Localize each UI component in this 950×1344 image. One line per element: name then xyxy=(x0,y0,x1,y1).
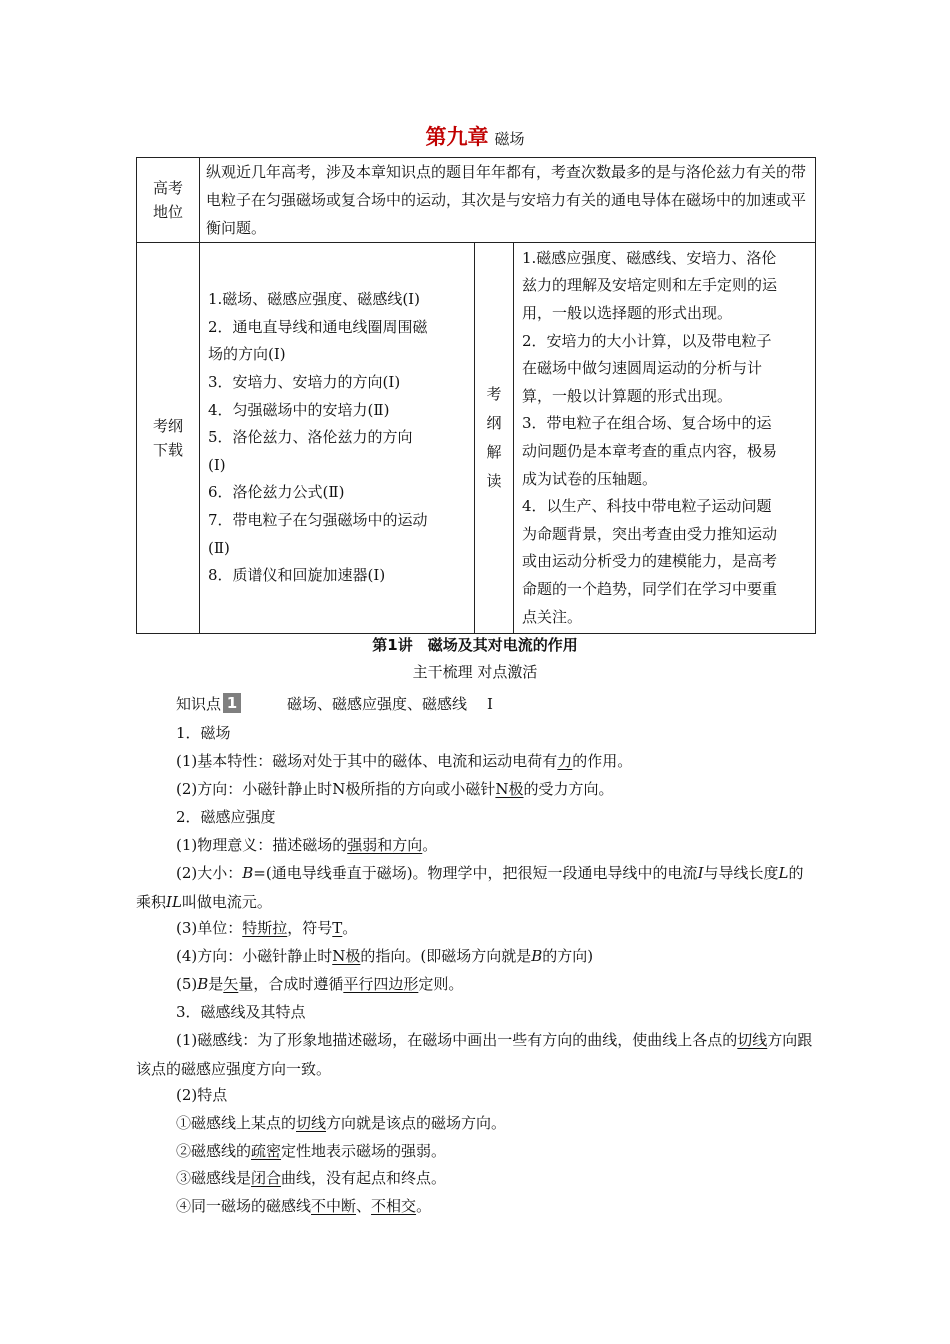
paragraph-physical-meaning: (1)物理意义：描述磁场的强弱和方向。 xyxy=(176,836,438,854)
answer-blank: 不中断 xyxy=(311,1197,357,1215)
characteristic-item: ③磁感线是闭合曲线，没有起点和终点。 xyxy=(176,1169,447,1187)
section-subtitle: 主干梳理 对点激活 xyxy=(412,663,538,681)
chapter-subtitle: 磁场 xyxy=(494,130,525,148)
lecture-title: 第1讲 磁场及其对电流的作用 xyxy=(372,636,578,654)
list-item: 5．洛伦兹力、洛伦兹力的方向 xyxy=(208,428,413,447)
lesson-body xyxy=(136,0,816,1344)
exam-status-text: 纵观近几年高考，涉及本章知识点的题目年年都有，考查次数最多的是与洛伦兹力有关的带电粒子在匀强磁场或复合场中的运动，其次是与安培力有关的通电导体在磁场中的加速或平衡问题。 xyxy=(200,158,816,243)
answer-blank: 切线 xyxy=(737,1031,768,1049)
list-item: 2．通电直导线和通电线圈周围磁 xyxy=(208,317,428,336)
answer-blank: N极 xyxy=(332,947,361,965)
characteristic-item: ①磁感线上某点的切线方向就是该点的磁场方向。 xyxy=(176,1114,507,1132)
answer-blank: 力 xyxy=(557,752,573,770)
answer-blank: 特斯拉 xyxy=(242,919,288,937)
characteristic-item: ②磁感线的疏密定性地表示磁场的强弱。 xyxy=(176,1142,447,1160)
heading-induction: 2．磁感应强度 xyxy=(176,808,276,826)
answer-blank: 矢 xyxy=(223,975,239,993)
list-item: 3．安培力、安培力的方向(Ⅰ) xyxy=(208,373,401,392)
answer-blank: 平行四边形 xyxy=(343,975,419,993)
knowledge-point-label: 知识点 xyxy=(176,695,222,713)
interpretation-header: 考 纲 解 读 xyxy=(475,243,514,634)
syllabus-header: 考纲 下载 xyxy=(137,243,200,634)
paragraph-vector: (5)B是矢量，合成时遵循平行四边形定则。 xyxy=(176,975,464,993)
answer-blank: 强弱和方向 xyxy=(347,836,423,854)
list-item: (Ⅰ) xyxy=(208,455,226,474)
interpretation-text: 1.磁感应强度、磁感线、安培力、洛伦 兹力的理解及安培定则和左手定则的运 用，一般以选择题的形式出现。 2．安培力的大小计算，以及带电粒子 在磁场中做匀速圆周运动的分析与计 算，一般以计算题的形式出现。 3．带电粒子在组合场、复合场中的运 动问题仍是本章考查的重点内容，极易 成为试卷的压轴题。 4．以生产、科技中带电粒子运动问题 为命题背景，突出考查由受力推知运动 或由运动分析受力的建模能力，是高考 命题的一个趋势，同学们在学习中要重 点关注。 xyxy=(514,243,816,634)
paragraph-field-line-definition: (1)磁感线：为了形象地描述磁场，在磁场中画出一些有方向的曲线，使曲线上各点的切线方向跟该点的磁感应强度方向一致。 xyxy=(136,1031,813,1078)
list-item: 场的方向(Ⅰ) xyxy=(208,345,286,364)
knowledge-point-number-badge: 1 xyxy=(223,693,241,713)
exam-status-header: 高考 地位 xyxy=(137,158,200,243)
list-item: (Ⅱ) xyxy=(208,538,230,557)
list-item: 6．洛伦兹力公式(Ⅱ) xyxy=(208,483,345,502)
paragraph-magnitude: (2)大小：B=(通电导线垂直于磁场)。物理学中，把很短一段通电导线中的电流I与导线长度L的乘积IL叫做电流元。 xyxy=(136,864,804,911)
list-item: 7．带电粒子在匀强磁场中的运动 xyxy=(208,510,428,529)
paragraph-direction: (2)方向：小磁针静止时N极所指的方向或小磁针N极的受力方向。 xyxy=(176,780,614,798)
heading-characteristics: (2)特点 xyxy=(176,1086,228,1104)
answer-blank: 不相交 xyxy=(371,1197,417,1215)
answer-blank: 切线 xyxy=(296,1114,327,1132)
heading-field-lines: 3．磁感线及其特点 xyxy=(176,1003,306,1021)
answer-blank: 疏密 xyxy=(251,1142,282,1160)
answer-blank: N极 xyxy=(495,780,524,798)
list-item: 8．质谱仪和回旋加速器(Ⅰ) xyxy=(208,566,386,585)
heading-magnetic-field: 1．磁场 xyxy=(176,724,231,742)
list-item: 4．匀强磁场中的安培力(Ⅱ) xyxy=(208,400,390,419)
knowledge-point-topic: 磁场、磁感应强度、磁感线 xyxy=(287,695,468,713)
answer-blank: 闭合 xyxy=(251,1169,282,1187)
knowledge-point-level: Ⅰ xyxy=(487,695,493,713)
paragraph-unit: (3)单位：特斯拉，符号T。 xyxy=(176,919,358,937)
paragraph-basic-property: (1)基本特性：磁场对处于其中的磁体、电流和运动电荷有力的作用。 xyxy=(176,752,633,770)
answer-blank: T xyxy=(332,919,343,937)
chapter-title: 第九章 xyxy=(425,125,489,149)
paragraph-field-direction: (4)方向：小磁针静止时N极的指向。(即磁场方向就是B的方向) xyxy=(176,947,594,965)
characteristic-item: ④同一磁场的磁感线不中断、不相交。 xyxy=(176,1197,432,1215)
list-item: 1.磁场、磁感应强度、磁感线(Ⅰ) xyxy=(208,290,420,309)
